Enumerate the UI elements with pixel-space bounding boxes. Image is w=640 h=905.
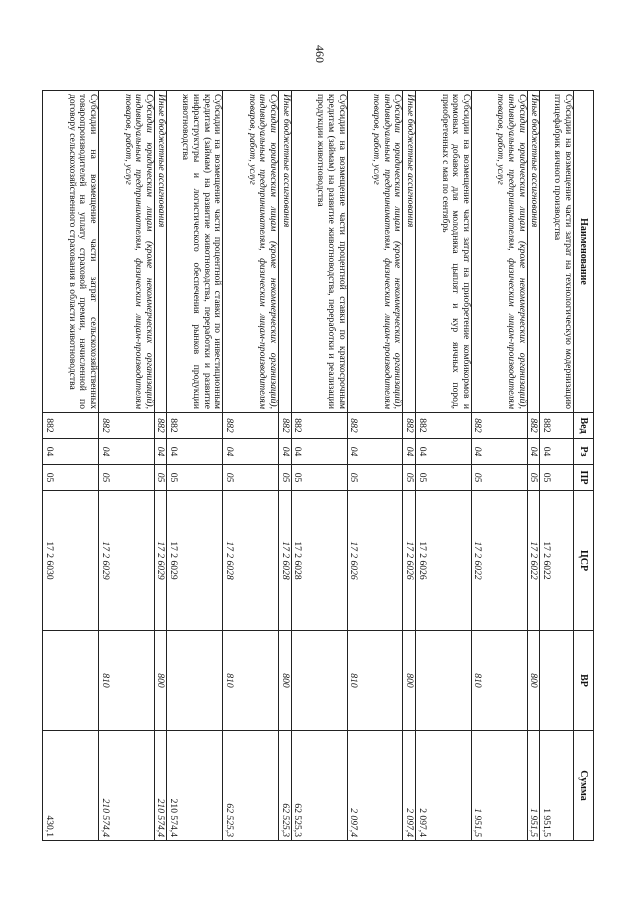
cell-vr — [540, 631, 574, 731]
cell-name: Субсидии на возмещение части затрат на технологическую модернизацию птицефабрик яичного производства — [540, 91, 574, 413]
cell-pr: 05 — [527, 465, 540, 491]
cell-ved: 882 — [347, 413, 403, 439]
cell-ved: 882 — [167, 413, 223, 439]
table-row — [471, 91, 527, 841]
cell-pr: 05 — [471, 465, 527, 491]
cell-ved: 882 — [291, 413, 347, 439]
cell-csr: 17 2 6028 — [291, 491, 347, 631]
table-row — [154, 91, 167, 841]
cell-rz: 04 — [279, 439, 292, 465]
cell-vr: 810 — [98, 631, 154, 731]
table-header-row — [574, 91, 594, 841]
cell-vr: 810 — [223, 631, 279, 731]
cell-name: Субсидии юридическим лицам (кроме некоммерческих организаций), индивидуальным предпринимателям, физическим лицам-производителям товаров, работ, услуг — [98, 91, 154, 413]
header-sum: Сумма — [574, 731, 594, 841]
cell-rz: 04 — [540, 439, 574, 465]
cell-csr: 17 2 6022 — [527, 491, 540, 631]
cell-sum: 430,1 — [43, 731, 99, 841]
table-row — [167, 91, 223, 841]
cell-sum: 1 951,5 — [540, 731, 574, 841]
cell-vr: 810 — [347, 631, 403, 731]
cell-rz: 04 — [167, 439, 223, 465]
cell-vr — [416, 631, 472, 731]
cell-csr: 17 2 6022 — [471, 491, 527, 631]
cell-name: Субсидии на возмещение части процентной ставки по инвестиционным кредитам (займам) на развитие животноводства, переработки и развитие инфраструктуры и логистического обеспечения рынков продукции животноводства — [167, 91, 223, 413]
cell-ved: 882 — [527, 413, 540, 439]
cell-pr: 05 — [540, 465, 574, 491]
cell-vr — [43, 631, 99, 731]
cell-pr: 05 — [43, 465, 99, 491]
cell-vr — [167, 631, 223, 731]
cell-csr: 17 2 6030 — [43, 491, 99, 631]
cell-name: Субсидии на возмещение части затрат на приобретение комбикормов и кормовых добавок для молодняка цыплят и кур яичных пород, приобретенных с мая по сентябрь — [416, 91, 472, 413]
cell-sum: 1 951,5 — [527, 731, 540, 841]
cell-name: Субсидии юридическим лицам (кроме некоммерческих организаций), индивидуальным предпринимателям, физическим лицам-производителям товаров, работ, услуг — [471, 91, 527, 413]
table-row — [403, 91, 416, 841]
cell-rz: 04 — [98, 439, 154, 465]
table-row — [279, 91, 292, 841]
table-row — [416, 91, 472, 841]
cell-sum: 62 525,3 — [279, 731, 292, 841]
cell-ved: 882 — [98, 413, 154, 439]
cell-rz: 04 — [527, 439, 540, 465]
cell-pr: 05 — [403, 465, 416, 491]
cell-pr: 05 — [291, 465, 347, 491]
header-vr: ВР — [574, 631, 594, 731]
cell-ved: 882 — [43, 413, 99, 439]
cell-pr: 05 — [154, 465, 167, 491]
cell-ved: 882 — [540, 413, 574, 439]
cell-name: Иные бюджетные ассигнования — [527, 91, 540, 413]
cell-csr: 17 2 6026 — [416, 491, 472, 631]
header-pr: ПР — [574, 465, 594, 491]
cell-ved: 882 — [223, 413, 279, 439]
header-ved: Вед — [574, 413, 594, 439]
cell-rz: 04 — [223, 439, 279, 465]
cell-sum: 210 574,4 — [167, 731, 223, 841]
cell-sum: 2 097,4 — [403, 731, 416, 841]
cell-vr: 800 — [527, 631, 540, 731]
cell-csr: 17 2 6026 — [403, 491, 416, 631]
cell-pr: 05 — [279, 465, 292, 491]
cell-csr: 17 2 6029 — [167, 491, 223, 631]
cell-csr: 17 2 6028 — [223, 491, 279, 631]
cell-name: Иные бюджетные ассигнования — [154, 91, 167, 413]
cell-rz: 04 — [154, 439, 167, 465]
table-row — [527, 91, 540, 841]
cell-sum: 62 525,3 — [223, 731, 279, 841]
cell-ved: 882 — [416, 413, 472, 439]
cell-csr: 17 2 6026 — [347, 491, 403, 631]
header-rz: Рз — [574, 439, 594, 465]
table-row — [291, 91, 347, 841]
table-row — [43, 91, 99, 841]
page-number: 460 — [313, 45, 327, 63]
cell-name: Субсидии на возмещение части процентной ставки по краткосрочным кредитам (займам) на развитие животноводства, переработки и реализации продукции животноводства — [291, 91, 347, 413]
cell-pr: 05 — [223, 465, 279, 491]
cell-csr: 17 2 6029 — [154, 491, 167, 631]
cell-vr — [291, 631, 347, 731]
cell-vr: 810 — [471, 631, 527, 731]
cell-rz: 04 — [291, 439, 347, 465]
cell-ved: 882 — [154, 413, 167, 439]
cell-sum: 62 525,3 — [291, 731, 347, 841]
cell-vr: 800 — [154, 631, 167, 731]
cell-csr: 17 2 6028 — [279, 491, 292, 631]
cell-vr: 800 — [403, 631, 416, 731]
cell-sum: 2 097,4 — [416, 731, 472, 841]
table-row — [98, 91, 154, 841]
header-csr: ЦСР — [574, 491, 594, 631]
cell-rz: 04 — [416, 439, 472, 465]
cell-pr: 05 — [347, 465, 403, 491]
cell-ved: 882 — [403, 413, 416, 439]
cell-ved: 882 — [279, 413, 292, 439]
cell-pr: 05 — [167, 465, 223, 491]
cell-ved: 882 — [471, 413, 527, 439]
table-row — [540, 91, 574, 841]
header-name: Наименование — [574, 91, 594, 413]
cell-sum: 210 574,4 — [154, 731, 167, 841]
cell-pr: 05 — [98, 465, 154, 491]
cell-rz: 04 — [43, 439, 99, 465]
cell-sum: 1 951,5 — [471, 731, 527, 841]
cell-name: Субсидии юридическим лицам (кроме некоммерческих организаций), индивидуальным предпринимателям, физическим лицам-производителям товаров, работ, услуг — [223, 91, 279, 413]
cell-pr: 05 — [416, 465, 472, 491]
budget-table — [42, 90, 594, 841]
table-row — [223, 91, 279, 841]
cell-rz: 04 — [403, 439, 416, 465]
cell-name: Иные бюджетные ассигнования — [403, 91, 416, 413]
cell-sum: 2 097,4 — [347, 731, 403, 841]
cell-name: Субсидии юридическим лицам (кроме некоммерческих организаций), индивидуальным предпринимателям, физическим лицам-производителям товаров, работ, услуг — [347, 91, 403, 413]
cell-name: Иные бюджетные ассигнования — [279, 91, 292, 413]
cell-rz: 04 — [471, 439, 527, 465]
rotated-table-container — [42, 90, 594, 840]
cell-csr: 17 2 6022 — [540, 491, 574, 631]
cell-rz: 04 — [347, 439, 403, 465]
cell-sum: 210 574,4 — [98, 731, 154, 841]
table-row — [347, 91, 403, 841]
cell-name: Субсидии на возмещение части затрат сельскохозяйственных товаропроизводителей на уплату страховой премии, начисленной по договору сельскохозяйственного страхования в области животноводства — [43, 91, 99, 413]
cell-csr: 17 2 6029 — [98, 491, 154, 631]
cell-vr: 800 — [279, 631, 292, 731]
